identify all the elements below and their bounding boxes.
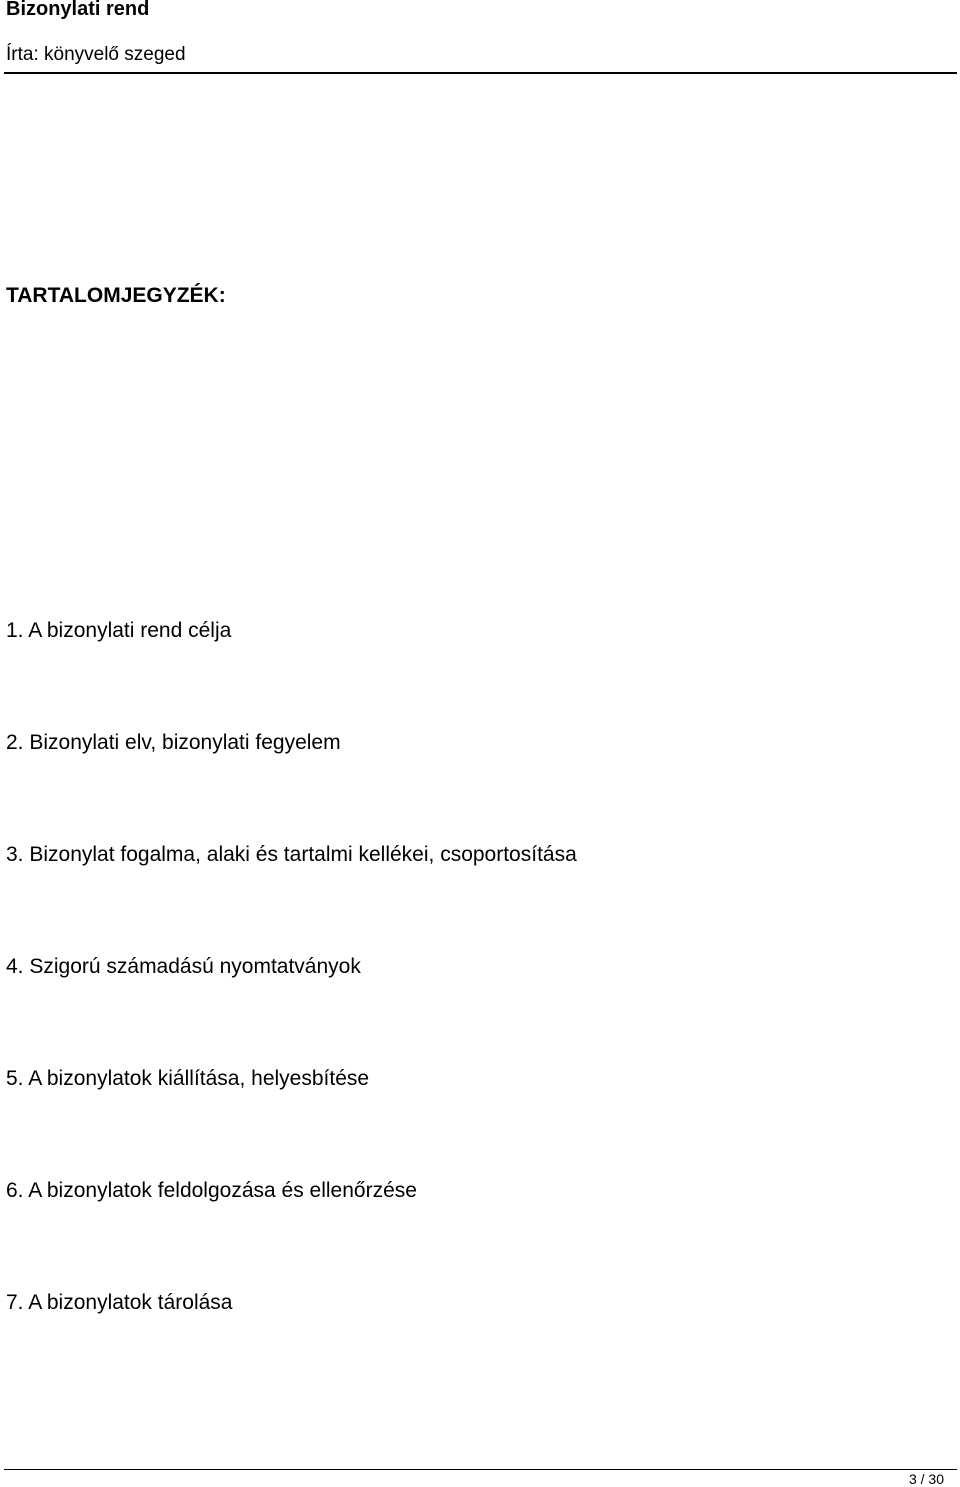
document-title: Bizonylati rend bbox=[6, 0, 150, 20]
toc-item-3: 3. Bizonylat fogalma, alaki és tartalmi kellékei, csoportosítása bbox=[6, 843, 577, 866]
footer-divider bbox=[4, 1469, 957, 1470]
toc-item-7: 7. A bizonylatok tárolása bbox=[6, 1291, 233, 1314]
toc-item-1: 1. A bizonylati rend célja bbox=[6, 619, 232, 642]
page-number: 3 / 30 bbox=[908, 1471, 944, 1487]
toc-item-6: 6. A bizonylatok feldolgozása és ellenőrzése bbox=[6, 1179, 417, 1202]
toc-item-5: 5. A bizonylatok kiállítása, helyesbítése bbox=[6, 1067, 370, 1090]
toc-heading: TARTALOMJEGYZÉK: bbox=[6, 284, 226, 307]
document-author: Írta: könyvelő szeged bbox=[6, 44, 186, 65]
toc-item-2: 2. Bizonylati elv, bizonylati fegyelem bbox=[6, 731, 341, 754]
toc-item-4: 4. Szigorú számadású nyomtatványok bbox=[6, 955, 361, 978]
header-divider bbox=[4, 72, 957, 74]
